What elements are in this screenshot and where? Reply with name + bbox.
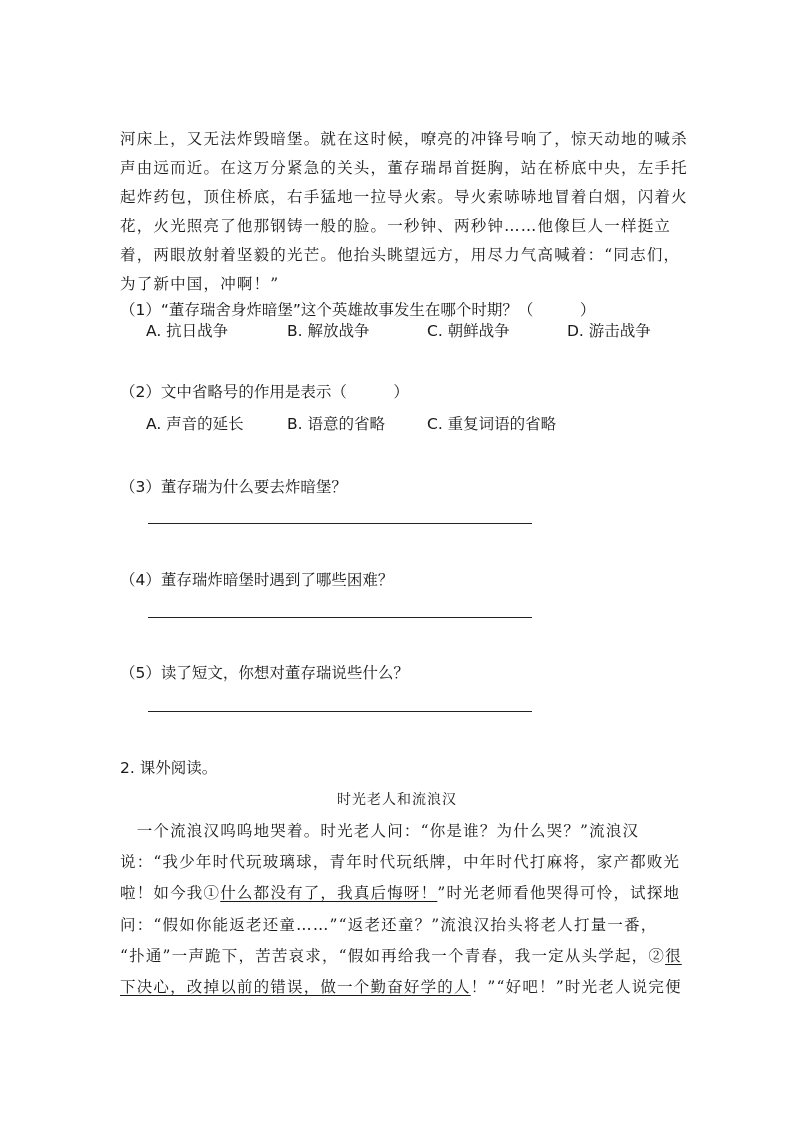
underlined-sentence-1: 什么都没有了，我真后悔呀！ (220, 884, 438, 902)
option-c[interactable]: C. 朝鲜战争 (427, 322, 510, 340)
underlined-sentence-2: 很 (665, 947, 682, 965)
story-text: ”时光老师看他哭得可怜，试探地 (437, 884, 681, 902)
story-line: 说：“我少年时代玩玻璃球，青年时代玩纸牌，中年时代打麻将，家产都败光 (120, 853, 681, 871)
option-b[interactable]: B. 解放战争 (287, 322, 370, 340)
passage-line: 为了新中国，冲啊！” (120, 275, 280, 293)
story-text: “扑通”一声跪下，苦苦哀求，“假如再给我一个青春，我一定从头学起， (120, 947, 649, 965)
passage-line: 声由远而近。在这万分紧急的关头，董存瑞昂首挺胸，站在桥底中央，左手托 (120, 159, 688, 177)
passage-line: 河床上，又无法炸毁暗堡。就在这时候，嘹亮的冲锋号响了，惊天动地的喊杀 (120, 130, 688, 148)
underlined-sentence-2-cont: 下决心，改掉以前的错误，做一个勤奋好学的人 (120, 978, 471, 996)
story-text: 啦！如今我 (120, 884, 204, 902)
section-heading: 2. 课外阅读。 (120, 759, 218, 777)
story-line (120, 882, 680, 904)
story-text: ！”“好吧！”时光老人说完便 (470, 978, 682, 996)
story-line (120, 976, 680, 998)
passage-line: 花，火光照亮了他那钢铸一般的脸。一秒钟、两秒钟……他像巨人一样挺立 (120, 217, 672, 235)
option-b[interactable]: B. 语意的省略 (287, 415, 385, 433)
passage-line: 着，两眼放射着坚毅的光芒。他抬头眺望远方，用尽力气高喊着：“同志们， (120, 246, 681, 264)
answer-line-4[interactable] (148, 617, 532, 618)
answer-line-3[interactable] (148, 523, 532, 524)
story-line (120, 945, 680, 967)
story-line: 问：“假如你能返老还童……”“返老还童？”流浪汉抬头将老人打量一番， (120, 916, 658, 934)
story-title: 时光老人和流浪汉 (337, 792, 457, 808)
circled-number-2: ② (648, 947, 666, 965)
passage-line: 起炸药包，顶住桥底，右手猛地一拉导火索。导火索哧哧地冒着白烟，闪着火 (120, 188, 688, 206)
option-a[interactable]: A. 声音的延长 (146, 415, 244, 433)
circled-number-1: ① (203, 884, 221, 902)
answer-line-5[interactable] (148, 711, 532, 712)
question-3: （3）董存瑞为什么要去炸暗堡？ (120, 478, 347, 496)
option-c[interactable]: C. 重复词语的省略 (427, 415, 557, 433)
question-5: （5）读了短文，你想对董存瑞说些什么？ (120, 664, 409, 682)
question-1: （1）“董存瑞舍身炸暗堡”这个英雄故事发生在哪个时期？（ ） (120, 301, 596, 319)
question-4: （4）董存瑞炸暗堡时遇到了哪些困难？ (120, 571, 394, 589)
option-d[interactable]: D. 游击战争 (567, 322, 651, 340)
story-line: 一个流浪汉呜呜地哭着。时光老人问：“你是谁？为什么哭？”流浪汉 (120, 822, 640, 840)
question-1-options (0, 320, 794, 342)
question-2-options (0, 413, 794, 435)
option-a[interactable]: A. 抗日战争 (146, 322, 229, 340)
question-2: （2）文中省略号的作用是表示（ ） (120, 383, 409, 401)
